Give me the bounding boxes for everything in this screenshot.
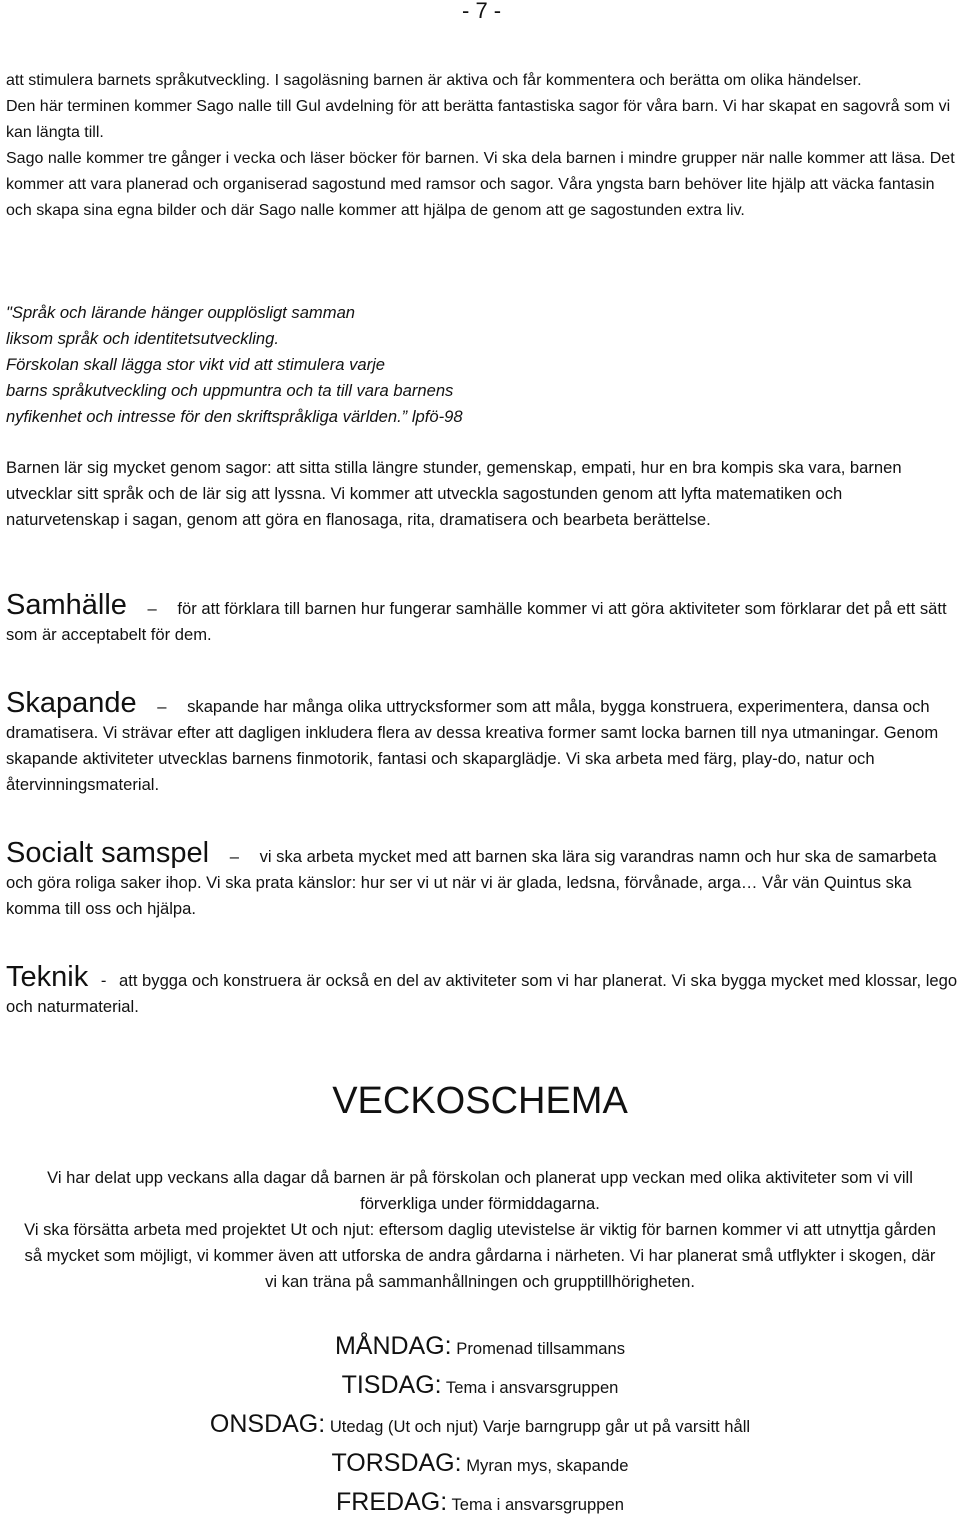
weekday-activity: Utedag (Ut och njut) Varje barngrupp går ut på varsitt håll [329, 1417, 751, 1436]
weekday-item [0, 1445, 960, 1484]
section-heading: Skapande [6, 687, 137, 719]
weekday-name: MÅNDAG: [334, 1332, 452, 1360]
schedule-intro [0, 1165, 960, 1295]
section-samhalle [6, 589, 960, 648]
weekday-name: ONSDAG: [209, 1410, 326, 1438]
intro-paragraph-3: Sago nalle kommer tre gånger i vecka och läser böcker för barnen. Vi ska dela barnen i mindre grupper när nalle kommer att läsa. Det kommer att vara planerad och organiserad sagostund med ramsor och sagor. Våra yngsta barn behöver lite hjälp att väcka fantasin och skapa sina egna bilder och där Sago nalle kommer att hjälpa de genom att ge sagostunden extra liv. [6, 150, 955, 219]
section-separator: - [100, 971, 107, 990]
section-text: vi ska arbeta mycket med att barnen ska lära sig varandras namn och hur ska de samarbeta och göra roliga saker ihop. Vi ska prata känslor: hur ser vi ut när vi är glada, ledsna, förvånade, arga… Vår vän Quintus ska komma till oss och hjälpa. [6, 847, 937, 918]
weekday-activity: Promenad tillsammans [456, 1339, 626, 1358]
section-text: att bygga och konstruera är också en del av aktiviteter som vi har planerat. Vi ska bygga mycket med klossar, lego och naturmaterial. [6, 971, 958, 1016]
schedule-paragraph-1: Vi har delat upp veckans alla dagar då barnen är på förskolan och planerat upp veckan med olika aktiviteter som vi vill förverkliga under förmiddagarna. [47, 1168, 913, 1213]
page-number: - 7 - [462, 0, 502, 23]
section-heading: Socialt samspel [6, 837, 210, 869]
schedule-title: VECKOSCHEMA [332, 1080, 628, 1122]
curriculum-quote [6, 300, 960, 430]
weekday-name: FREDAG: [336, 1488, 448, 1516]
weekday-name: TORSDAG: [331, 1449, 462, 1477]
section-separator: – [147, 599, 157, 618]
quote-line-2: liksom språk och identitetsutveckling. [6, 329, 279, 348]
weekday-activity: Tema i ansvarsgruppen [445, 1378, 619, 1397]
section-heading: Teknik [6, 961, 89, 993]
intro-paragraph-2: Den här terminen kommer Sago nalle till Gul avdelning för att berätta fantastiska sagor för våra barn. Vi har skapat en sagovrå som vi kan längta till. [6, 98, 951, 141]
quote-line-3: Förskolan skall lägga stor vikt vid att stimulera varje [6, 355, 386, 374]
section-text: för att förklara till barnen hur fungerar samhälle kommer vi att göra aktiviteter som förklarar det på ett sätt som är acceptabelt för dem. [6, 599, 947, 644]
sagor-text: Barnen lär sig mycket genom sagor: att sitta stilla längre stunder, gemenskap, empati, hur en bra kompis ska vara, barnen utvecklar sitt språk och de lär sig att lyssna. Vi kommer att utveckla sagostunden genom att lyfta matematiken och naturvetenskap i sagan, genom att göra en flanosaga, rita, dramatisera och bearbeta berättelse. [6, 458, 902, 529]
section-skapande [6, 687, 960, 798]
section-teknik [6, 961, 960, 1020]
schedule-paragraph-2: Vi ska försätta arbeta med projektet Ut och njut: eftersom daglig utevistelse är viktig för barnen kommer vi att utnyttja gården så mycket som möjligt, vi kommer även att utforska de andra gårdarna i närheten. Vi har planerat små utflykter i skogen, där vi kan träna på sammanhållningen och grupptillhörigheten. [24, 1220, 936, 1291]
weekday-item [0, 1406, 960, 1445]
sagor-paragraph [6, 455, 960, 533]
weekday-name: TISDAG: [341, 1371, 442, 1399]
weekday-list [0, 1328, 960, 1523]
weekday-item [0, 1484, 960, 1523]
weekday-activity: Myran mys, skapande [466, 1456, 629, 1475]
intro-block [6, 68, 960, 224]
intro-paragraph-1: att stimulera barnets språkutveckling. I sagoläsning barnen är aktiva och får kommentera och berätta om olika händelser. [6, 72, 862, 89]
section-heading: Samhälle [6, 589, 127, 621]
weekday-activity: Tema i ansvarsgruppen [451, 1495, 624, 1514]
weekday-item [0, 1328, 960, 1367]
quote-line-5: nyfikenhet och intresse för den skriftspråkliga världen.” lpfö-98 [6, 407, 463, 426]
section-separator: – [157, 697, 167, 716]
quote-line-1: "Språk och lärande hänger oupplösligt samman [6, 303, 356, 322]
weekday-item [0, 1367, 960, 1406]
section-text: skapande har många olika uttrycksformer som att måla, bygga konstruera, experimentera, dansa och dramatisera. Vi strävar efter att dagligen inkludera flera av dessa kreativa former samt locka barnen till nya utmaningar. Genom skapande aktiviteter utvecklas barnens finmotorik, fantasi och skaparglädje. Vi ska arbeta med färg, play-do, natur och återvinningsmaterial. [6, 697, 939, 794]
quote-line-4: barns språkutveckling och uppmuntra och ta till vara barnens [6, 381, 454, 400]
section-socialt-samspel [6, 837, 960, 922]
section-separator: – [229, 847, 239, 866]
